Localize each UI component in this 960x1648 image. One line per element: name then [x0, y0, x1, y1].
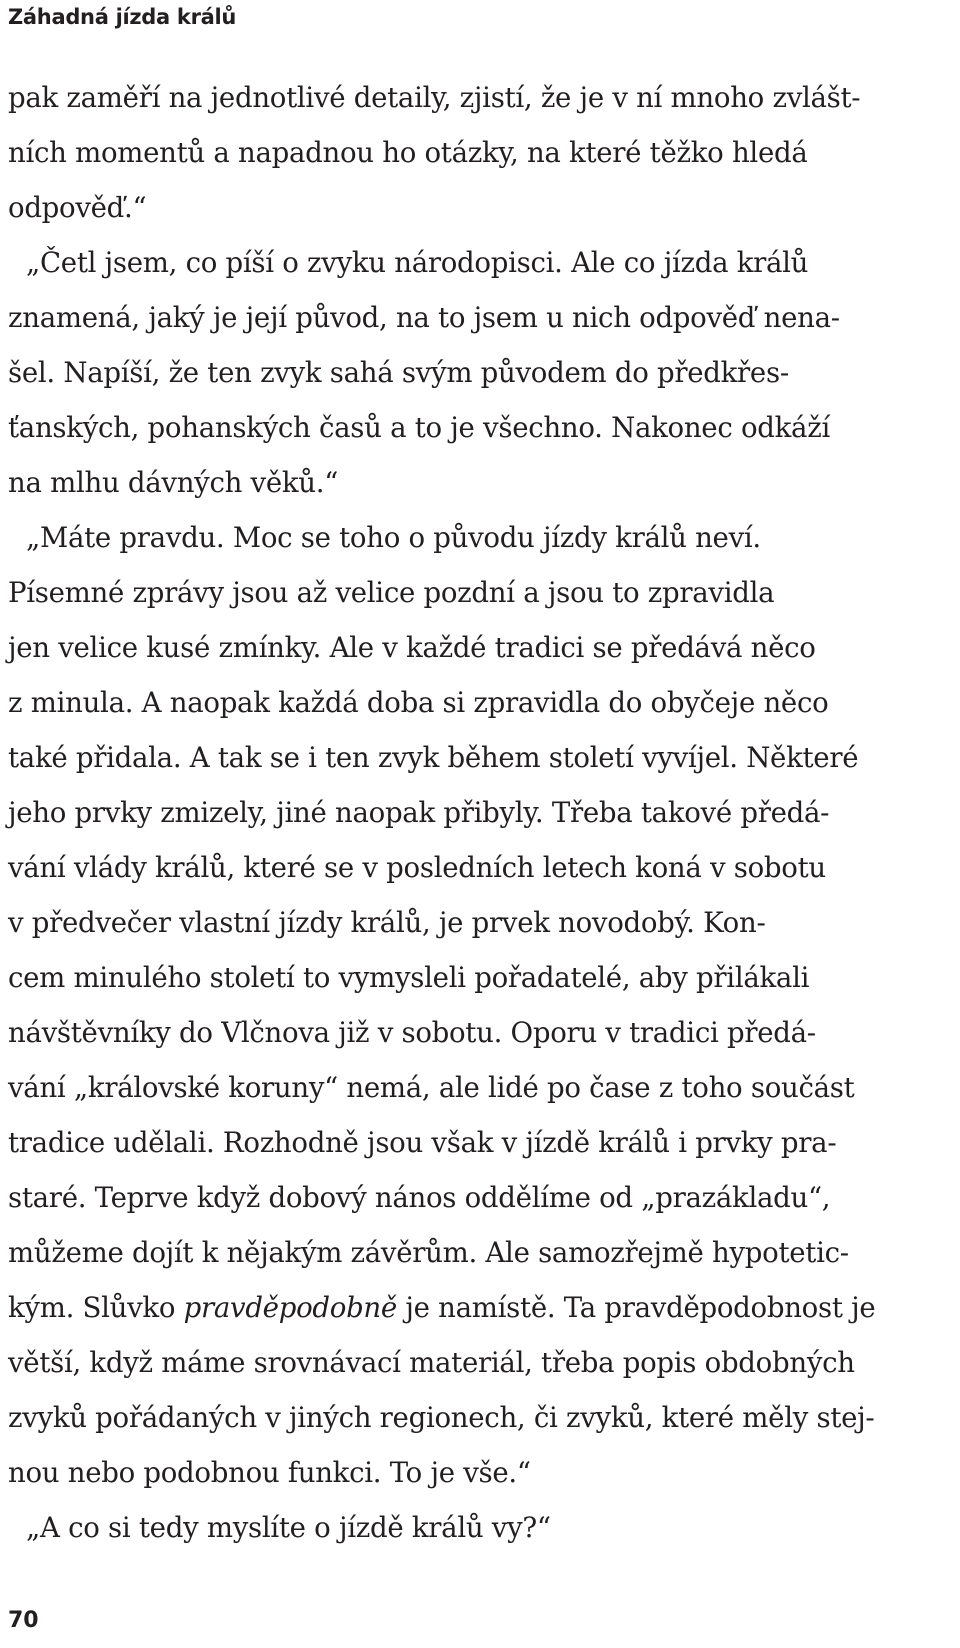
text-line: můžeme dojít k nějakým závěrům. Ale samozřejmě hypotetic-: [8, 1236, 849, 1269]
text-line: tradice udělali. Rozhodně jsou však v jízdě králů i prvky pra-: [8, 1126, 837, 1159]
text-line: staré. Teprve když dobový nános oddělíme od „prazákladu“,: [8, 1181, 831, 1214]
text-line: na mlhu dávných věků.“: [8, 466, 339, 499]
text-line: ních momentů a napadnou ho otázky, na které těžko hledá: [8, 136, 808, 169]
text-line: zvyků pořádaných v jiných regionech, či zvyků, které měly stej-: [8, 1401, 875, 1434]
text-line: návštěvníky do Vlčnova již v sobotu. Oporu v tradici předá-: [8, 1016, 816, 1049]
text-line: jen velice kusé zmínky. Ale v každé tradici se předává něco: [8, 631, 816, 664]
text-line: „Máte pravdu. Moc se toho o původu jízdy králů neví.: [26, 521, 761, 554]
text-line: Písemné zprávy jsou až velice pozdní a jsou to zpravidla: [8, 576, 775, 609]
text-line: jeho prvky zmizely, jiné naopak přibyly. Třeba takové předá-: [8, 796, 830, 829]
text-line: vání „královské koruny“ nemá, ale lidé po čase z toho součást: [8, 1071, 855, 1104]
text-line: šel. Napíší, že ten zvyk sahá svým původem do předkřes-: [8, 356, 789, 389]
italic-word: pravděpodobně: [183, 1291, 397, 1324]
text-line: pak zaměří na jednotlivé detaily, zjistí, že je v ní mnoho zvlášt-: [8, 81, 861, 114]
text-line: „A co si tedy myslíte o jízdě králů vy?“: [26, 1511, 551, 1544]
text-line: odpověď.“: [8, 191, 147, 224]
text-line: „Četl jsem, co píší o zvyku národopisci. Ale co jízda králů: [26, 246, 809, 279]
text-line: vání vlády králů, které se v posledních letech koná v sobotu: [8, 851, 826, 884]
text-line: z minula. A naopak každá doba si zpravidla do obyčeje něco: [8, 686, 829, 719]
text-line: znamená, jaký je její původ, na to jsem u nich odpověď nena-: [8, 301, 840, 334]
text-line: v předvečer vlastní jízdy králů, je prvek novodobý. Kon-: [8, 906, 766, 939]
text-line: nou nebo podobnou funkci. To je vše.“: [8, 1456, 531, 1489]
text-line: také přidala. A tak se i ten zvyk během století vyvíjel. Některé: [8, 741, 859, 774]
text-line: větší, když máme srovnávací materiál, třeba popis obdobných: [8, 1346, 855, 1379]
text-line: cem minulého století to vymysleli pořadatelé, aby přilákali: [8, 961, 810, 994]
page-number: 70: [8, 1608, 39, 1633]
text-line-with-italic: [8, 1280, 926, 1335]
running-head: Záhadná jízda králů: [8, 5, 237, 29]
text-segment: je namístě. Ta pravděpodobnost je: [396, 1291, 876, 1324]
body-text: [8, 70, 926, 1555]
text-segment: kým. Slůvko: [8, 1291, 184, 1324]
text-line: ťanských, pohanských časů a to je všechno. Nakonec odkáží: [8, 411, 830, 444]
